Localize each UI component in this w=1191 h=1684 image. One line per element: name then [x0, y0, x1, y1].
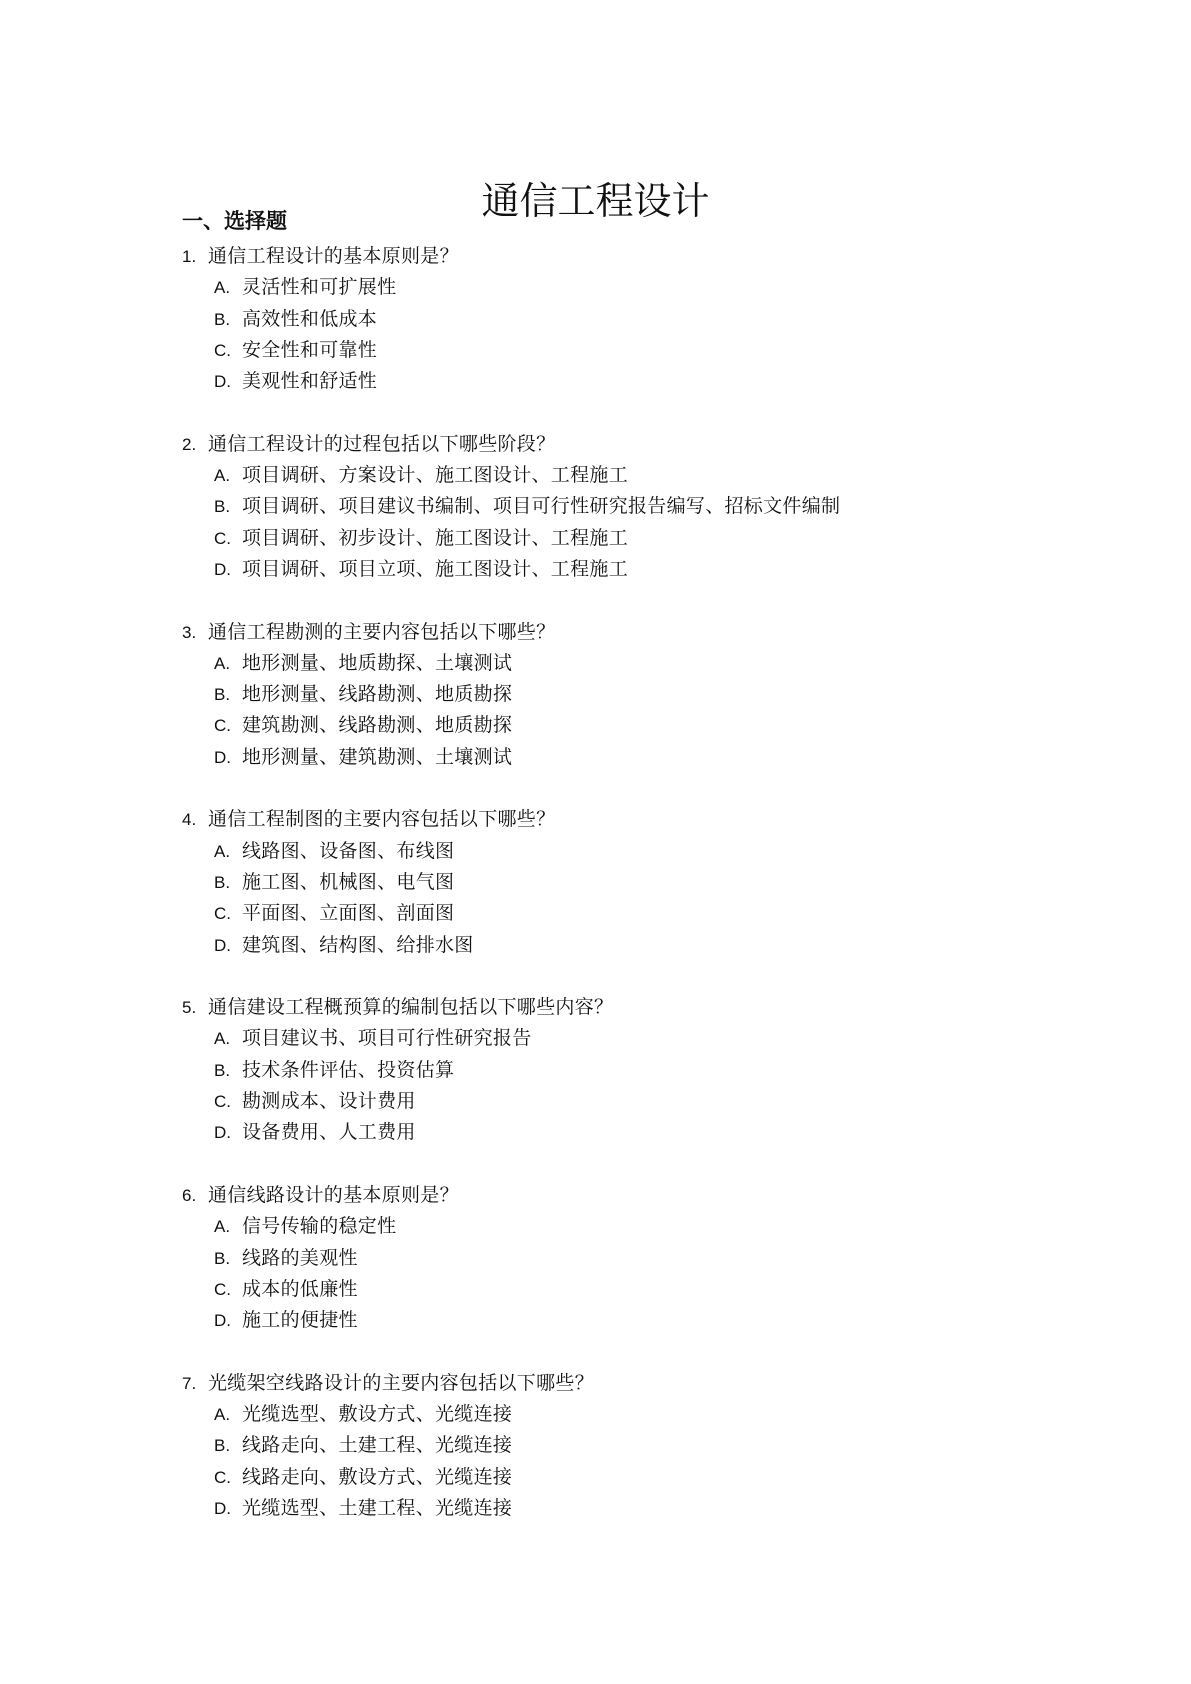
option-text: 光缆选型、土建工程、光缆连接 — [242, 1496, 513, 1519]
option-letter: C. — [214, 716, 231, 736]
option-letter: D. — [214, 935, 231, 955]
question-text: 光缆架空线路设计的主要内容包括以下哪些？ — [208, 1371, 595, 1394]
option-letter: C. — [214, 904, 231, 924]
option-text: 成本的低廉性 — [242, 1277, 358, 1300]
option-a — [182, 1399, 1082, 1430]
question-stem — [182, 617, 1082, 648]
option-text: 勘测成本、设计费用 — [242, 1090, 416, 1113]
option-letter: B. — [214, 1060, 231, 1080]
question-text: 通信工程制图的主要内容包括以下哪些？ — [208, 808, 556, 831]
question-stem — [182, 241, 1082, 272]
option-c — [182, 523, 1082, 554]
option-c — [182, 1274, 1082, 1305]
option-letter: C. — [214, 528, 231, 548]
option-letter: D. — [214, 1498, 231, 1518]
option-text: 建筑图、结构图、给排水图 — [242, 933, 474, 956]
option-text: 施工的便捷性 — [242, 1309, 358, 1332]
option-letter: C. — [214, 1279, 231, 1299]
option-letter: D. — [214, 1311, 231, 1331]
question-6 — [182, 1180, 1082, 1368]
document-title: 通信工程设计 — [481, 179, 710, 224]
question-number: 4. — [182, 810, 197, 830]
option-letter: B. — [214, 1248, 231, 1268]
option-letter: B. — [214, 685, 231, 705]
option-text: 线路图、设备图、布线图 — [242, 839, 455, 862]
option-a — [182, 1211, 1082, 1242]
option-text: 美观性和舒适性 — [242, 370, 378, 393]
question-number: 5. — [182, 998, 197, 1018]
question-stem — [182, 804, 1082, 835]
option-b — [182, 1055, 1082, 1086]
question-number: 3. — [182, 622, 197, 642]
option-letter: B. — [214, 309, 231, 329]
question-text: 通信建设工程概预算的编制包括以下哪些内容？ — [208, 996, 614, 1019]
option-b — [182, 679, 1082, 710]
option-letter: A. — [214, 466, 231, 486]
question-stem — [182, 1368, 1082, 1399]
question-number: 6. — [182, 1185, 197, 1205]
option-c — [182, 898, 1082, 929]
option-text: 设备费用、人工费用 — [242, 1121, 416, 1144]
option-text: 地形测量、线路勘测、地质勘探 — [242, 683, 513, 706]
question-4 — [182, 804, 1082, 992]
option-text: 施工图、机械图、电气图 — [242, 870, 455, 893]
option-text: 线路走向、敷设方式、光缆连接 — [242, 1465, 513, 1488]
option-letter: D. — [214, 559, 231, 579]
question-5 — [182, 992, 1082, 1180]
option-c — [182, 1086, 1082, 1117]
option-a — [182, 1023, 1082, 1054]
option-text: 地形测量、地质勘探、土壤测试 — [242, 651, 513, 674]
question-1 — [182, 241, 1082, 429]
option-d — [182, 1117, 1082, 1148]
option-letter: C. — [214, 340, 231, 360]
option-text: 平面图、立面图、剖面图 — [242, 902, 455, 925]
option-letter: B. — [214, 1436, 231, 1456]
option-a — [182, 836, 1082, 867]
option-text: 光缆选型、敷设方式、光缆连接 — [242, 1403, 513, 1426]
option-text: 建筑勘测、线路勘测、地质勘探 — [242, 714, 513, 737]
option-letter: A. — [214, 841, 231, 861]
option-d — [182, 930, 1082, 961]
option-d — [182, 742, 1082, 773]
option-letter: A. — [214, 278, 231, 298]
option-text: 线路的美观性 — [242, 1246, 358, 1269]
option-b — [182, 491, 1082, 522]
option-d — [182, 1305, 1082, 1336]
option-letter: B. — [214, 872, 231, 892]
option-text: 安全性和可靠性 — [242, 338, 378, 361]
option-c — [182, 710, 1082, 741]
question-number: 1. — [182, 247, 197, 266]
question-list — [182, 241, 1082, 1524]
question-stem — [182, 992, 1082, 1023]
question-text: 通信工程勘测的主要内容包括以下哪些？ — [208, 620, 556, 643]
option-b — [182, 1243, 1082, 1274]
option-a — [182, 272, 1082, 303]
option-b — [182, 304, 1082, 335]
option-text: 信号传输的稳定性 — [242, 1215, 397, 1238]
question-stem — [182, 1180, 1082, 1211]
option-b — [182, 1430, 1082, 1461]
option-letter: C. — [214, 1092, 231, 1112]
question-2 — [182, 429, 1082, 617]
option-text: 项目调研、项目建议书编制、项目可行性研究报告编写、招标文件编制 — [242, 495, 841, 518]
question-number: 7. — [182, 1373, 197, 1393]
option-text: 项目调研、方案设计、施工图设计、工程施工 — [242, 464, 629, 487]
option-d — [182, 554, 1082, 585]
option-c — [182, 1462, 1082, 1493]
question-number: 2. — [182, 434, 197, 454]
option-b — [182, 867, 1082, 898]
option-letter: A. — [214, 1029, 231, 1049]
option-text: 项目调研、项目立项、施工图设计、工程施工 — [242, 557, 629, 580]
option-letter: D. — [214, 1123, 231, 1143]
option-letter: D. — [214, 372, 231, 392]
option-d — [182, 1493, 1082, 1524]
option-a — [182, 648, 1082, 679]
question-7 — [182, 1368, 1082, 1524]
option-d — [182, 366, 1082, 397]
option-text: 高效性和低成本 — [242, 307, 378, 330]
option-text: 地形测量、建筑勘测、土壤测试 — [242, 745, 513, 768]
option-letter: A. — [214, 1405, 231, 1425]
question-text: 通信工程设计的基本原则是？ — [208, 245, 459, 267]
section-heading: 一、选择题 — [182, 209, 287, 233]
option-text: 项目建议书、项目可行性研究报告 — [242, 1027, 532, 1050]
option-letter: A. — [214, 653, 231, 673]
option-letter: A. — [214, 1217, 231, 1237]
question-stem — [182, 429, 1082, 460]
option-text: 线路走向、土建工程、光缆连接 — [242, 1434, 513, 1457]
option-letter: D. — [214, 747, 231, 767]
option-text: 灵活性和可扩展性 — [242, 276, 397, 299]
option-text: 技术条件评估、投资估算 — [242, 1058, 455, 1081]
question-3 — [182, 617, 1082, 805]
option-letter: B. — [214, 497, 231, 517]
option-text: 项目调研、初步设计、施工图设计、工程施工 — [242, 526, 629, 549]
option-c — [182, 335, 1082, 366]
option-letter: C. — [214, 1467, 231, 1487]
option-a — [182, 460, 1082, 491]
question-text: 通信线路设计的基本原则是？ — [208, 1183, 459, 1206]
question-text: 通信工程设计的过程包括以下哪些阶段？ — [208, 432, 556, 455]
